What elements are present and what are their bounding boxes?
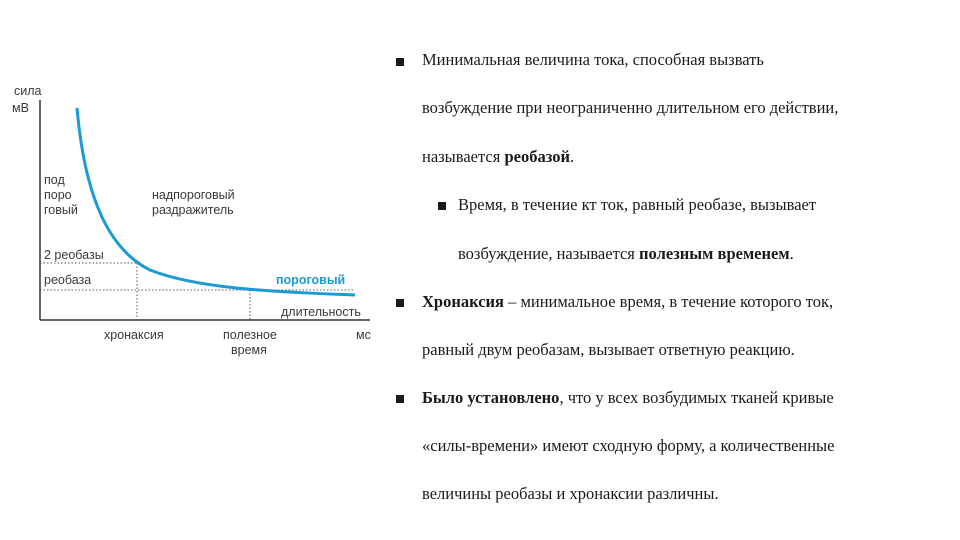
- bullet-marker: [396, 395, 404, 403]
- text-run: называется: [422, 147, 505, 166]
- rheobase-line-3: [422, 147, 574, 167]
- chronaxie-line-1: [422, 292, 833, 312]
- text-run: – минимальное время, в течение которого ток,: [503, 292, 834, 311]
- bullet-marker: [396, 299, 404, 307]
- conclusion-line-2: «силы-времени» имеют сходную форму, а количественные: [422, 436, 835, 455]
- useful-time-line-1: Время, в течение кт ток, равный реобазе, вызывает: [458, 195, 817, 214]
- useful-time-label-1: полезное: [223, 328, 277, 342]
- chronaxie-label: хронаксия: [104, 328, 164, 342]
- threshold-label: пороговый: [276, 273, 346, 287]
- established-term: Было установлено: [422, 388, 560, 407]
- x-axis-unit: мс: [356, 328, 371, 342]
- diagram-svg: [0, 0, 380, 380]
- suprathreshold-label-2: раздражитель: [152, 203, 234, 217]
- subthreshold-label-3: говый: [44, 203, 78, 217]
- text-run: .: [789, 244, 794, 263]
- useful-time-line-2: [458, 244, 794, 264]
- two-rheobase-label: 2 реобазы: [44, 248, 104, 262]
- y-axis-label-1: сила: [14, 84, 42, 98]
- strength-duration-diagram: [0, 0, 380, 380]
- suprathreshold-label-1: надпороговый: [152, 188, 235, 202]
- subthreshold-label-2: поро: [44, 188, 72, 202]
- text-run: , что у всех возбудимых тканей кривые: [559, 388, 834, 407]
- rheobase-term: реобазой: [504, 147, 570, 166]
- rheobase-label: реобаза: [44, 273, 92, 287]
- sub-bullet-marker: [438, 202, 446, 210]
- chronaxie-term: Хронаксия: [422, 292, 504, 311]
- rheobase-line-1: Минимальная величина тока, способная вызвать: [422, 50, 764, 69]
- bullet-marker: [396, 58, 404, 66]
- duration-label: длительность: [281, 305, 361, 319]
- useful-time-label-2: время: [231, 343, 267, 357]
- y-axis-label-2: мВ: [12, 101, 29, 115]
- text-run: возбуждение, называется: [458, 244, 640, 263]
- chronaxie-line-2: равный двум реобазам, вызывает ответную реакцию.: [422, 340, 795, 359]
- text-run: .: [569, 147, 575, 166]
- conclusion-line-3: величины реобазы и хронаксии различны.: [422, 484, 719, 503]
- useful-time-term: полезным временем: [639, 244, 790, 263]
- subthreshold-label-1: под: [44, 173, 65, 187]
- conclusion-line-1: [422, 388, 834, 408]
- rheobase-line-2: возбуждение при неограниченно длительном его действии,: [422, 98, 839, 117]
